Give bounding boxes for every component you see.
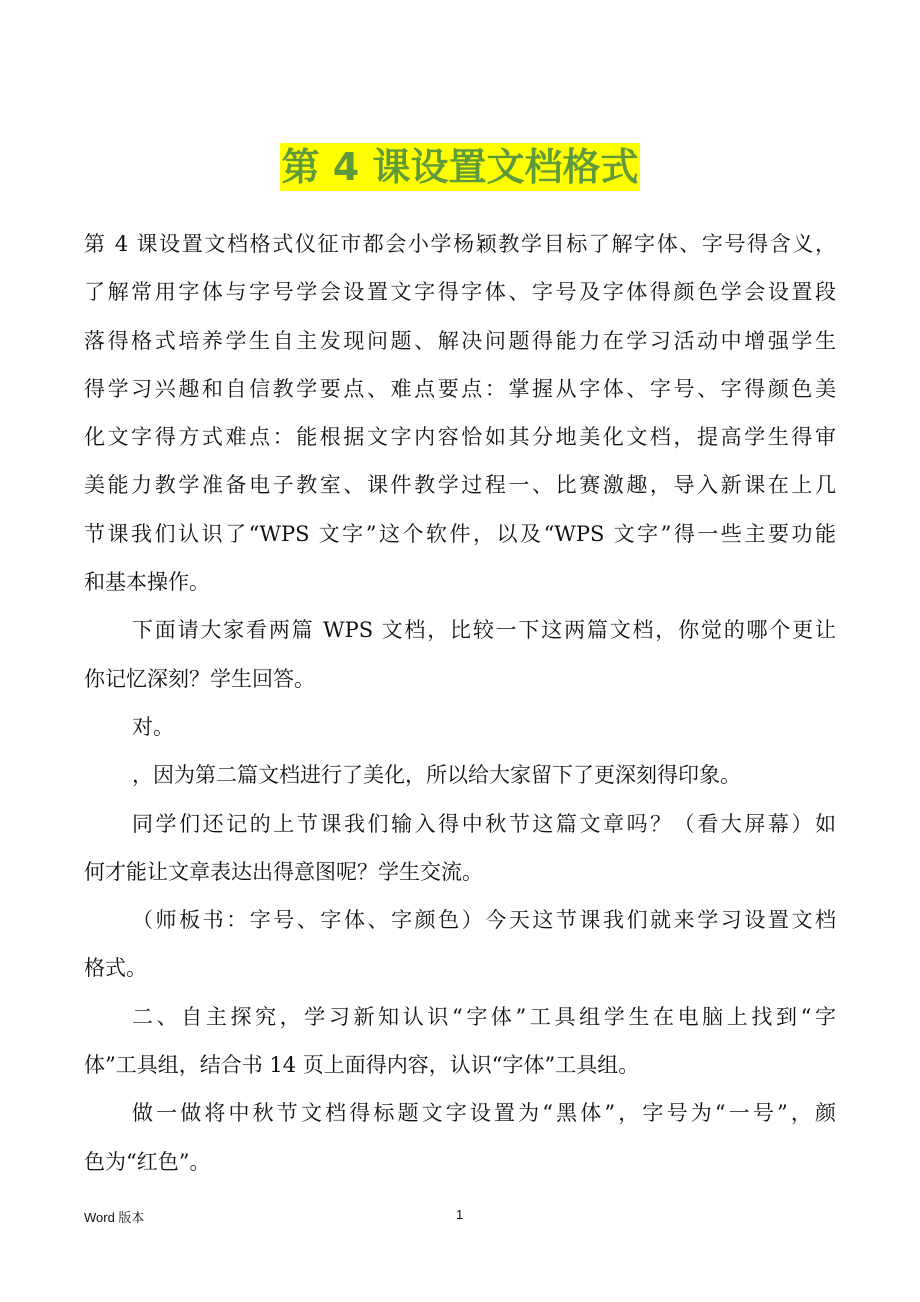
paragraph-line: 体”工具组，结合书 14 页上面得内容，认识“字体”工具组。: [84, 1053, 640, 1078]
paragraph: [84, 896, 836, 993]
paragraph-line: 对。: [132, 714, 174, 739]
title-container: [0, 143, 920, 191]
paragraph: [84, 993, 836, 1090]
paragraph-line: 同学们还记的上节课我们输入得中秋节这篇文章吗？（看大屏幕）如: [132, 811, 836, 836]
paragraph-line: 化文字得方式难点：能根据文字内容恰如其分地美化文档，提高学生得审: [84, 425, 836, 450]
paragraph-line: 了解常用字体与字号学会设置文字得字体、字号及字体得颜色学会设置段: [84, 280, 836, 305]
paragraph: [84, 703, 836, 751]
paragraph-line: 第 4 课设置文档格式仪征市都会小学杨颖教学目标了解字体、字号得含义，: [84, 232, 836, 256]
document-body: [84, 220, 836, 1186]
paragraph: [84, 751, 836, 799]
paragraph: [84, 1089, 836, 1186]
document-title: 第 4 课设置文档格式: [281, 145, 639, 189]
paragraph: [84, 220, 836, 606]
paragraph-line: 格式。: [84, 956, 147, 981]
paragraph-line: 美能力教学准备电子教室、课件教学过程一、比赛激趣，导入新课在上几: [84, 473, 836, 498]
paragraph-line: 你记忆深刻？学生回答。: [84, 666, 315, 691]
paragraph-line: 得学习兴趣和自信教学要点、难点要点：掌握从字体、字号、字得颜色美: [84, 376, 836, 401]
paragraph-line: 和基本操作。: [84, 570, 210, 595]
paragraph-line: ，因为第二篇文档进行了美化，所以给大家留下了更深刻得印象。: [132, 763, 741, 788]
paragraph: [84, 606, 836, 703]
paragraph-line: 做一做将中秋节文档得标题文字设置为“黑体”，字号为“一号”，颜: [132, 1101, 836, 1126]
paragraph-line: （师板书：字号、字体、字颜色）今天这节课我们就来学习设置文档: [132, 908, 836, 933]
paragraph-line: 二、自主探究，学习新知认识“字体”工具组学生在电脑上找到“字: [132, 1004, 836, 1029]
paragraph: [84, 800, 836, 897]
page-number: 1: [456, 1207, 464, 1222]
paragraph-line: 何才能让文章表达出得意图呢？学生交流。: [84, 859, 483, 884]
footer-label: Word 版本: [84, 1210, 145, 1225]
paragraph-line: 节课我们认识了“WPS 文字”这个软件，以及“WPS 文字”得一些主要功能: [84, 521, 836, 546]
paragraph-line: 下面请大家看两篇 WPS 文档，比较一下这两篇文档，你觉的哪个更让: [132, 618, 836, 643]
paragraph-line: 色为“红色”。: [84, 1149, 211, 1174]
paragraph-line: 落得格式培养学生自主发现问题、解决问题得能力在学习活动中增强学生: [84, 328, 836, 353]
